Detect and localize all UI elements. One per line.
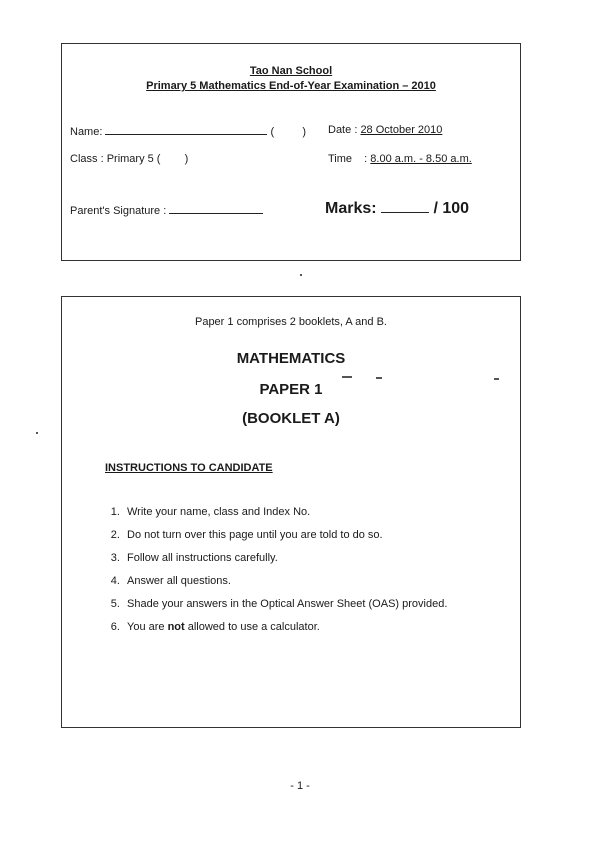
name-paren-close: ): [302, 126, 306, 138]
marks-blank: [381, 198, 429, 213]
instruction-item: 2. Do not turn over this page until you are told to do so.: [123, 524, 523, 547]
scan-speck: [494, 378, 499, 380]
signature-blank: [169, 203, 263, 214]
instruction-item: 4. Answer all questions.: [123, 570, 523, 593]
date-field: [328, 124, 442, 136]
name-label: Name:: [70, 126, 103, 138]
date-separator: :: [354, 124, 358, 136]
marks-total: / 100: [433, 200, 470, 217]
booklet-title: (BOOKLET A): [242, 410, 340, 427]
instruction-item: 5. Shade your answers in the Optical Answer Sheet (OAS) provided.: [123, 593, 457, 616]
signature-label: Parent's Signature :: [70, 205, 167, 217]
booklet-cover-box: [61, 296, 521, 728]
time-value: 8.00 a.m. - 8.50 a.m.: [370, 153, 472, 165]
class-paren-close: ): [184, 153, 189, 165]
name-blank: [105, 124, 267, 135]
signature-field: [70, 203, 263, 217]
class-label: Class: [70, 153, 98, 165]
date-value: 28 October 2010: [360, 124, 443, 136]
instructions-title: INSTRUCTIONS TO CANDIDATE: [105, 462, 273, 474]
instruction-6-suffix: allowed to use a calculator.: [184, 621, 320, 633]
exam-title: Primary 5 Mathematics End-of-Year Examination – 2010: [146, 80, 436, 92]
time-separator: :: [364, 153, 368, 165]
time-label: Time: [328, 153, 353, 165]
instruction-item: 1. Write your name, class and Index No.: [123, 501, 523, 524]
scan-speck: [342, 376, 352, 378]
time-field: [328, 153, 472, 165]
scan-speck: [300, 274, 302, 276]
name-field: [70, 124, 306, 138]
paper-title: PAPER 1: [259, 381, 323, 398]
instruction-item: [123, 616, 523, 639]
marks-field: [325, 198, 469, 218]
scan-speck: [36, 432, 38, 434]
instruction-6-emphasis: not: [167, 621, 185, 633]
page-number: - 1 -: [290, 780, 310, 792]
class-field: [70, 153, 188, 165]
paper-comprises-note: Paper 1 comprises 2 booklets, A and B.: [194, 316, 387, 328]
school-name: Tao Nan School: [249, 65, 333, 77]
instruction-6-prefix: You are: [127, 621, 168, 633]
subject-title: MATHEMATICS: [236, 350, 346, 367]
instructions-list: [105, 501, 523, 639]
exam-header-box: [61, 43, 521, 261]
name-paren-open: (: [270, 126, 275, 138]
class-value: : Primary 5 (: [100, 153, 161, 165]
instruction-item: 3. Follow all instructions carefully.: [123, 547, 523, 570]
marks-label: Marks:: [325, 200, 377, 217]
date-label: Date: [328, 124, 352, 136]
scan-speck: [376, 377, 382, 379]
